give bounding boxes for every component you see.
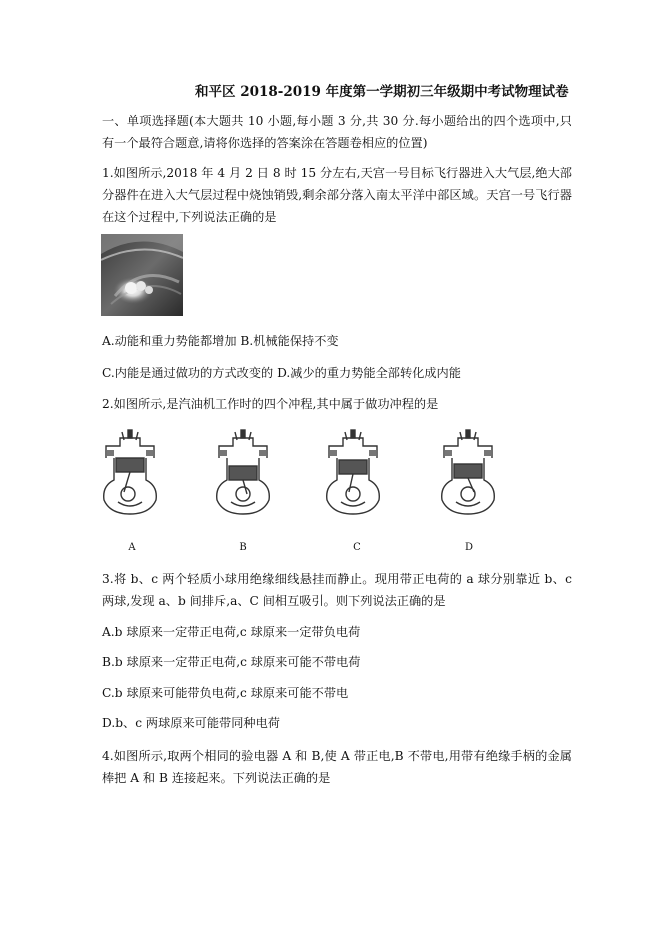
engine-label-b: B	[239, 542, 247, 553]
q3-option-c: C.b 球原来可能带负电荷,c 球原来可能不带电	[102, 686, 349, 700]
engine-diagram-b	[211, 428, 275, 518]
page-title: 和平区 2018-2019 年度第一学期初三年级期中考试物理试卷	[195, 84, 569, 100]
q1-stem: 1.如图所示,2018 年 4 月 2 日 8 时 15 分左右,天宫一号目标飞行器进入大气层,绝大部分器件在进入大气层过程中烧蚀销毁,剩余部分落入南太平洋中部区域。天宫一号飞行器在这个过程中,下列说法正确的是	[102, 166, 572, 224]
section-instructions: 一、单项选择题(本大题共 10 小题,每小题 3 分,共 30 分.每小题给出的四个选项中,只有一个最符合题意,请将你选择的答案涂在答题卷相应的位置)	[102, 114, 572, 150]
engine-label-d: D	[464, 542, 474, 553]
q3-option-d: D.b、c 两球原来可能带同种电荷	[102, 716, 280, 730]
q3-option-a: A.b 球原来一定带正电荷,c 球原来一定带负电荷	[102, 625, 361, 639]
q4-stem: 4.如图所示,取两个相同的验电器 A 和 B,使 A 带正电,B 不带电,用带有绝缘手柄的金属棒把 A 和 B 连接起来。下列说法正确的是	[102, 749, 572, 785]
q1-options-cd: C.内能是通过做功的方式改变的 D.减少的重力势能全部转化成内能	[102, 366, 461, 380]
engine-diagram-a	[98, 428, 162, 518]
q1-spacecraft-photo	[101, 234, 183, 316]
q1-options-ab: A.动能和重力势能都增加 B.机械能保持不变	[102, 334, 339, 348]
engine-diagram-c	[321, 428, 385, 518]
q3-option-b: B.b 球原来一定带正电荷,c 球原来可能不带电荷	[102, 655, 361, 669]
engine-label-a: A	[128, 542, 136, 553]
q2-stem: 2.如图所示,是汽油机工作时的四个冲程,其中属于做功冲程的是	[102, 397, 439, 411]
engine-diagram-d	[436, 428, 500, 518]
q3-stem: 3.将 b、c 两个轻质小球用绝缘细线悬挂而静止。现用带正电荷的 a 球分别靠近 b、c 两球,发现 a、b 间排斥,a、C 间相互吸引。则下列说法正确的是	[102, 572, 572, 608]
engine-label-c: C	[353, 542, 361, 553]
